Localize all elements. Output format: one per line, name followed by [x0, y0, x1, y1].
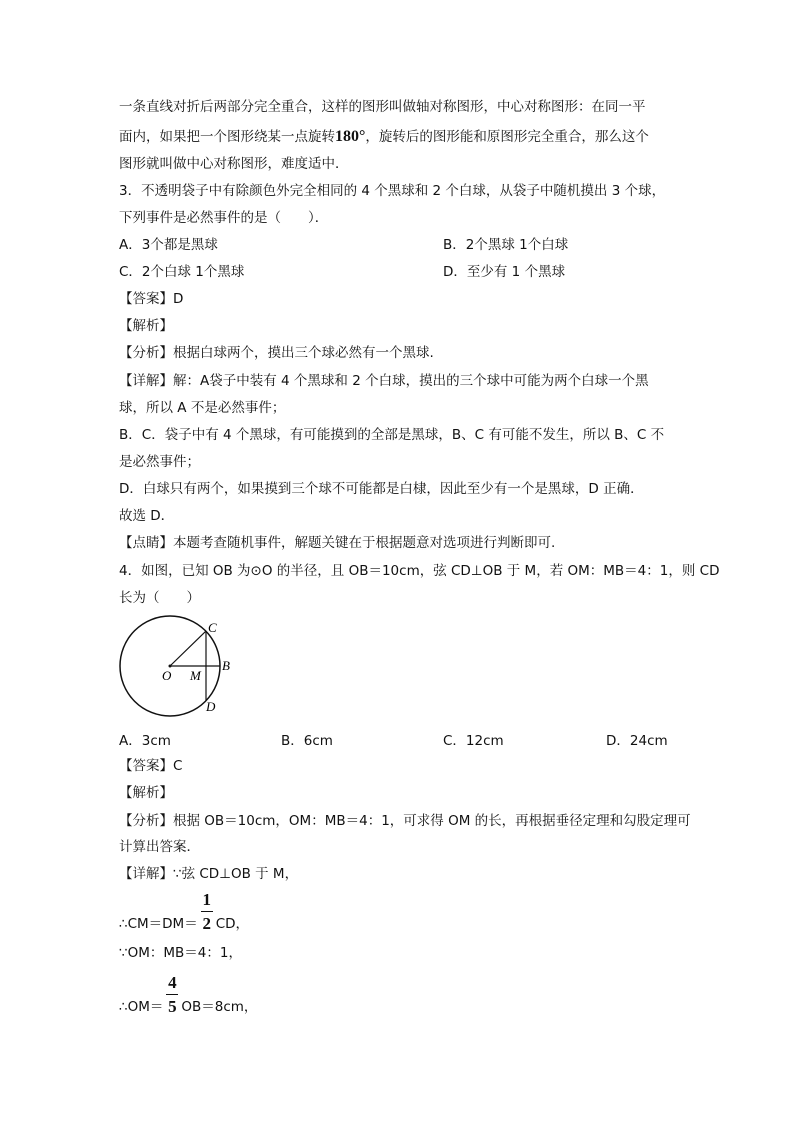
option-c: C．12cm — [443, 733, 504, 749]
question-4: 4．如图，已知 OB 为⊙O 的半径，且 OB＝10cm，弦 CD⊥OB 于 M，若 OM：MB＝4：1，则 CD — [119, 563, 720, 579]
text: ，旋转后的图形能和原图形完全重合，那么这个 — [365, 129, 649, 145]
denominator: 5 — [168, 997, 177, 1016]
option-c: C．2个白球 1个黑球 — [119, 264, 245, 280]
text-line — [119, 128, 649, 146]
fraction-bar — [201, 911, 213, 912]
label-d: D — [206, 699, 216, 714]
text-line: 是必然事件； — [119, 454, 200, 470]
text-line: 故选 D． — [119, 508, 175, 524]
answer: 【答案】C — [119, 758, 183, 774]
option-a: A．3cm — [119, 733, 171, 749]
text-line: D．白球只有两个，如果摸到三个球不可能都是白棣，因此至少有一个是黑球，D 正确． — [119, 481, 644, 497]
text-line: 【详解】∵弦 CD⊥OB 于 M， — [119, 866, 299, 882]
option-d: D．至少有 1 个黑球 — [443, 264, 566, 280]
option-d: D．24cm — [606, 733, 668, 749]
segment-oc — [170, 631, 206, 666]
text: ∴OM＝ — [119, 999, 164, 1015]
option-b: B．2个黑球 1个白球 — [443, 237, 569, 253]
label-b: B — [222, 658, 230, 673]
text: 面内，如果把一个图形绕某一点旋转 — [119, 129, 335, 145]
text-line — [119, 973, 257, 1016]
numerator: 1 — [202, 890, 211, 909]
fraction-four-fifths — [166, 973, 178, 1016]
text-line — [119, 890, 249, 933]
analysis-heading: 【解析】 — [119, 785, 173, 801]
analysis-heading: 【解析】 — [119, 318, 173, 334]
label-o: O — [162, 668, 172, 683]
denominator: 2 — [202, 914, 211, 933]
text-line: 【点睛】本题考查随机事件，解题关键在于根据题意对选项进行判断即可. — [119, 535, 556, 551]
text-line: 【详解】解：A袋子中装有 4 个黑球和 2 个白球，摸出的三个球中可能为两个白球一个黑 — [119, 373, 649, 389]
option-b: B．6cm — [281, 733, 333, 749]
fraction-one-half — [201, 890, 213, 933]
text-line: 球，所以 A 不是必然事件； — [119, 400, 286, 416]
fraction-bar — [166, 994, 178, 995]
circle-figure — [110, 610, 240, 725]
text-line: B．C．袋子中有 4 个黑球，有可能摸到的全部是黑球，B、C 有可能不发生，所以 B、C 不 — [119, 427, 665, 443]
numerator: 4 — [168, 973, 177, 992]
option-a: A．3个都是黑球 — [119, 237, 218, 253]
label-m: M — [190, 668, 201, 683]
text-line: 下列事件是必然事件的是（ ）． — [119, 210, 329, 226]
label-c: C — [208, 620, 217, 635]
angle-value: 180° — [335, 128, 366, 145]
text: OB＝8cm， — [181, 999, 258, 1015]
text-line: 图形就叫做中心对称图形，难度适中． — [119, 156, 349, 172]
text-line: 计算出答案． — [119, 839, 200, 855]
question-3: 3．不透明袋子中有除颜色外完全相同的 4 个黑球和 2 个白球，从袋子中随机摸出 3 个球， — [119, 183, 666, 199]
text-line: 长为（ ） — [119, 590, 200, 606]
text: CD， — [215, 916, 250, 932]
text-line: ∵OM：MB＝4：1， — [119, 945, 242, 961]
text: ∴CM＝DM＝ — [119, 916, 198, 932]
text-line: 【分析】根据白球两个，摸出三个球必然有一个黑球. — [119, 345, 434, 361]
text-line: 一条直线对折后两部分完全重合，这样的图形叫做轴对称图形，中心对称图形：在同一平 — [119, 99, 646, 115]
answer: 【答案】D — [119, 291, 184, 307]
text-line: 【分析】根据 OB＝10cm，OM：MB＝4：1，可求得 OM 的长，再根据垂径定理和勾股定理可 — [119, 813, 691, 829]
